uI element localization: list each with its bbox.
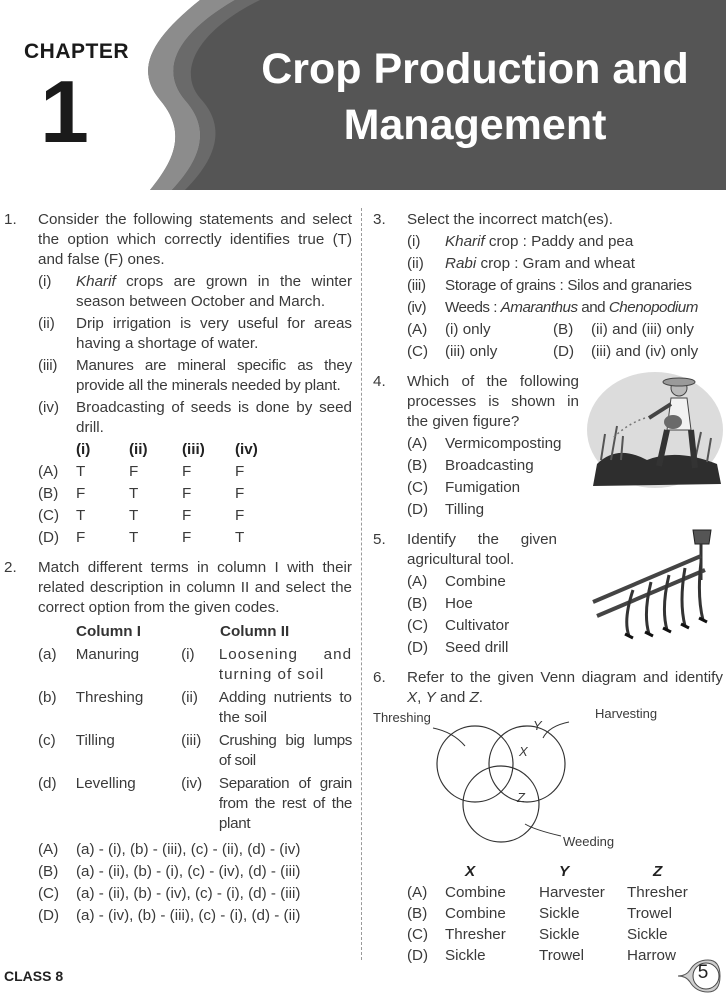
page-number: 5 (697, 962, 709, 983)
statement: (i) Kharif crops are grown in the winter season between October and March. (38, 273, 352, 310)
question-number: 3. (373, 211, 386, 228)
match-table-header: Column I Column II (76, 623, 290, 640)
question-number: 1. (4, 211, 17, 228)
option-row[interactable]: (D) Tilling (407, 501, 485, 518)
option-row[interactable]: (A) Combine (407, 573, 506, 590)
option-row[interactable]: (A) Vermicomposting (407, 435, 562, 452)
question-number: 5. (373, 531, 386, 548)
option-row[interactable]: (C) T T F F (38, 507, 245, 524)
option-row[interactable]: (C) (a) - (ii), (b) - (iv), (c) - (i), (d) - (iii) (38, 885, 301, 902)
option-row[interactable]: (A) (a) - (i), (b) - (iii), (c) - (ii), (d) - (iv) (38, 841, 301, 858)
venn-label-harvesting: Harvesting (595, 706, 658, 721)
question-number: 4. (373, 373, 386, 390)
right-column (373, 210, 723, 972)
tf-table-header: (i) (ii) (iii) (iv) (76, 441, 258, 458)
question-2 (4, 558, 352, 926)
venn-label-threshing: Threshing (373, 710, 431, 725)
question-3 (373, 210, 723, 362)
option-row[interactable]: (B) Hoe (407, 595, 473, 612)
question-text: Identify the given agricultural tool. (407, 531, 557, 568)
venn-label-weeding: Weeding (563, 834, 615, 849)
question-text: Select the incorrect match(es). (407, 211, 613, 228)
question-text: Consider the following statements and select the option which correctly identifies true (T) and false (F) ones. (38, 211, 352, 268)
chapter-header (0, 0, 726, 190)
statement: (i) Kharif crop : Paddy and pea (407, 233, 634, 250)
match-row: (a) Manuring (i) Loosening and turning of soil (38, 646, 353, 683)
venn-letter-z: Z (517, 790, 525, 805)
left-column (4, 210, 352, 932)
question-6 (373, 668, 723, 966)
statement: (ii) Drip irrigation is very useful for areas having a shortage of water. (38, 315, 352, 352)
venn-circle-harvesting (489, 726, 565, 802)
option-row[interactable]: (B) (a) - (ii), (b) - (i), (c) - (iv), (d) - (iii) (38, 863, 301, 880)
question-5 (373, 530, 723, 658)
statement: (iii) Manures are mineral specific as they provide all the minerals needed by plant. (38, 357, 352, 394)
statement: (iv) Weeds : Amaranthus and Chenopodium (407, 299, 698, 316)
venn-circle-weeding (463, 766, 539, 842)
farmer-broadcasting-seeds-illustration (587, 364, 723, 496)
option-row[interactable]: (D) F T F T (38, 529, 245, 546)
option-row[interactable]: (A) Combine Harvester Thresher (407, 884, 688, 901)
cultivator-tool-illustration (573, 520, 723, 644)
statement: (iv) Broadcasting of seeds is done by seed drill. (38, 399, 352, 436)
title-line-1: Crop Production and (261, 45, 689, 93)
chapter-number: 1 (40, 62, 89, 161)
option-row[interactable]: (B) Combine Sickle Trowel (407, 905, 673, 922)
question-4 (373, 372, 723, 520)
match-row: (c) Tilling (iii) Crushing big lumps of soil (38, 732, 353, 769)
question-text: Which of the following processes is shown in the given figure? (407, 373, 579, 430)
option-row[interactable]: (C) Fumigation (407, 479, 521, 496)
footer-class-label: CLASS 8 (4, 968, 64, 984)
question-1 (4, 210, 352, 548)
option-row: (A) (i) only (B) (ii) and (iii) only (407, 321, 694, 338)
option-row: (C) (iii) only (D) (iii) and (iv) only (407, 343, 699, 360)
venn-circle-threshing (437, 726, 513, 802)
question-text: Match different terms in column I with their related description in column II and select the correct option from the given codes. (38, 559, 352, 616)
option-row[interactable]: (A) T F F F (38, 463, 245, 480)
venn-letter-y: Y (533, 718, 542, 733)
title-line-2: Management (343, 100, 607, 149)
option-row[interactable]: (B) F T F F (38, 485, 245, 502)
question-number: 6. (373, 669, 386, 686)
column-divider (361, 208, 362, 960)
venn-letter-x: X (519, 744, 528, 759)
option-row[interactable]: (C) Cultivator (407, 617, 510, 634)
option-row[interactable]: (D) Sickle Trowel Harrow (407, 947, 676, 964)
venn-diagram (373, 706, 723, 860)
chapter-label: CHAPTER (24, 40, 130, 63)
xyz-table-header: X Y Z (465, 863, 663, 880)
option-row[interactable]: (C) Thresher Sickle Sickle (407, 926, 668, 943)
match-row: (d) Levelling (iv) Separation of grain from the rest of the plant (38, 775, 353, 832)
chapter-title (250, 42, 700, 154)
option-row[interactable]: (D) Seed drill (407, 639, 509, 656)
statement: (ii) Rabi crop : Gram and wheat (407, 255, 635, 272)
statement: (iii) Storage of grains : Silos and granaries (407, 277, 692, 294)
match-row: (b) Threshing (ii) Adding nutrients to the soil (38, 689, 353, 726)
question-number: 2. (4, 559, 17, 576)
option-row[interactable]: (B) Broadcasting (407, 457, 534, 474)
option-row[interactable]: (D) (a) - (iv), (b) - (iii), (c) - (i), (d) - (ii) (38, 907, 301, 924)
question-text: Refer to the given Venn diagram and identify X, Y and Z. (407, 669, 723, 706)
